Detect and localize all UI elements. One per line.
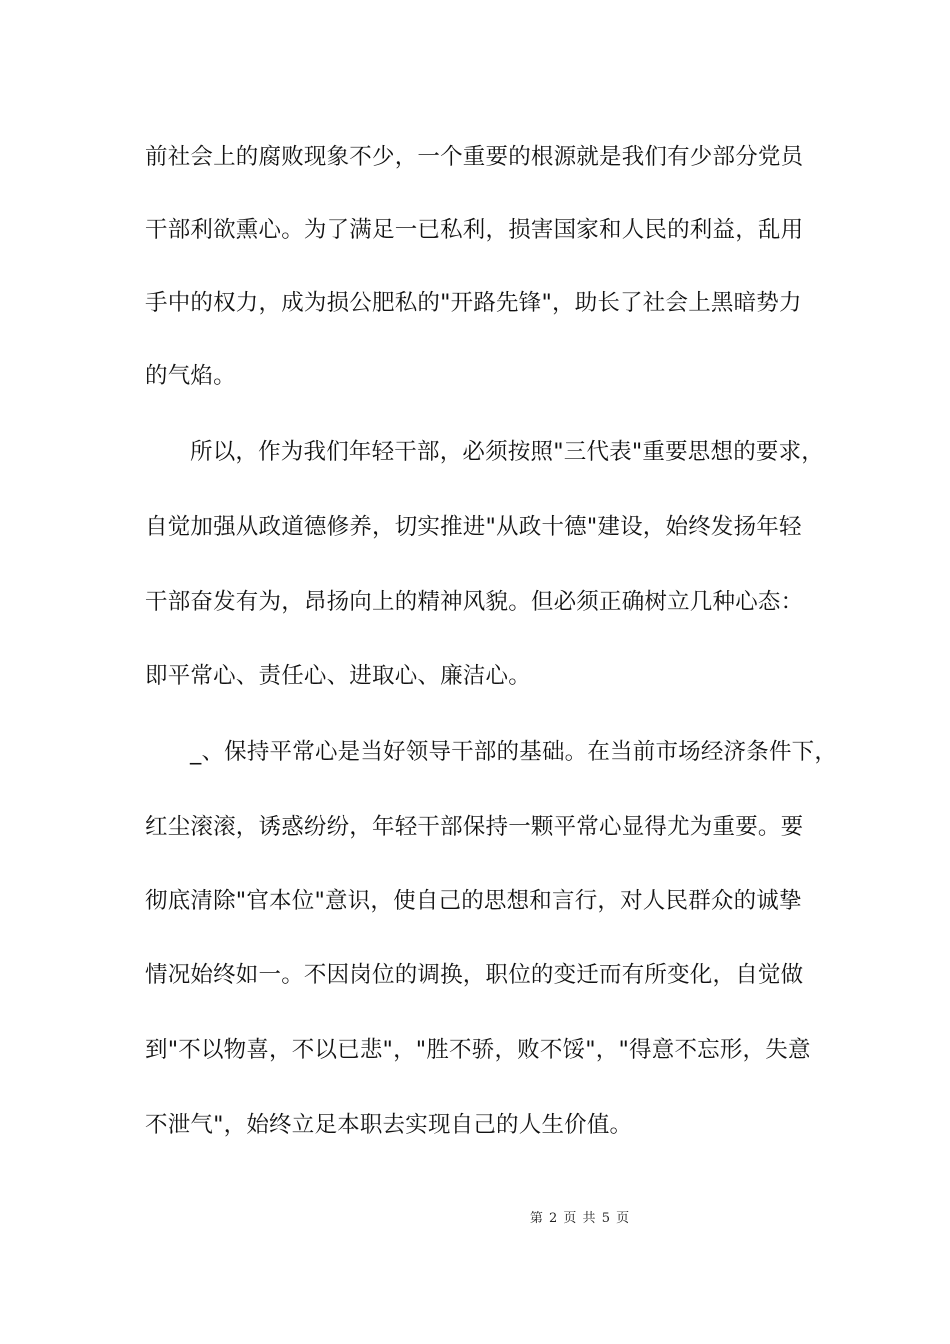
text-line-6: 自觉加强从政道德修养，切实推进"从政十德"建设，始终发扬年轻 [145, 514, 802, 540]
text-line-14: 不泄气"，始终立足本职去实现自己的人生价值。 [145, 1112, 633, 1138]
text-line-11: 彻底清除"官本位"意识，使自己的思想和言行，对人民群众的诚挚 [145, 888, 802, 914]
text-line-2: 干部利欲熏心。为了满足一已私利，损害国家和人民的利益，乱用 [145, 217, 804, 243]
text-line-9: _、保持平常心是当好领导干部的基础。在当前市场经济条件下， [190, 739, 838, 765]
page-number-footer: 第 2 页 共 5 页 [529, 1211, 631, 1226]
text-line-10: 红尘滚滚，诱惑纷纷，年轻干部保持一颗平常心显得尤为重要。要 [145, 814, 804, 840]
text-line-5: 所以，作为我们年轻干部，必须按照"三代表"重要思想的要求， [190, 439, 824, 465]
text-line-1: 前社会上的腐败现象不少，一个重要的根源就是我们有少部分党员 [145, 144, 804, 170]
text-line-3: 手中的权力，成为损公肥私的"开路先锋"，助长了社会上黑暗势力 [145, 290, 802, 316]
text-line-7: 干部奋发有为，昂扬向上的精神风貌。但必须正确树立几种心态： [145, 589, 804, 615]
text-line-12: 情况始终如一。不因岗位的调换，职位的变迁而有所变化，自觉做 [145, 962, 804, 988]
text-line-4: 的气焰。 [145, 363, 236, 389]
text-line-8: 即平常心、责任心、进取心、廉洁心。 [145, 663, 531, 689]
text-line-13: 到"不以物喜，不以已悲"，"胜不骄，败不馁"，"得意不忘形，失意 [145, 1037, 811, 1063]
